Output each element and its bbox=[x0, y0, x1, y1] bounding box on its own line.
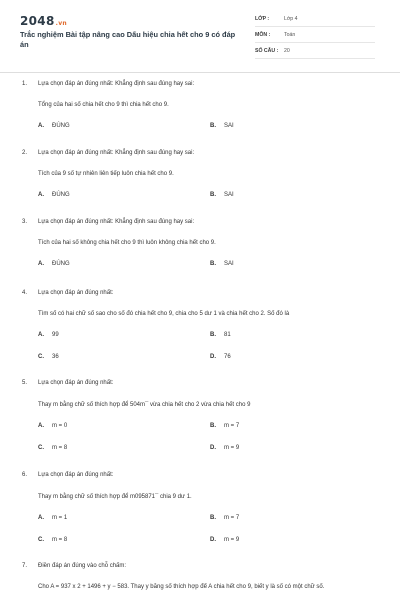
header-divider bbox=[0, 72, 400, 73]
question-prompt: Lựa chọn đáp án đúng nhất: bbox=[38, 472, 114, 478]
question-statement: Thay m bằng chữ số thích hợp để 504m¯ vừa chia hết cho 2 vừa chia hết cho 9 bbox=[38, 402, 251, 408]
document-title: Trắc nghiệm Bài tập nâng cao Dấu hiệu chia hết cho 9 có đáp án bbox=[20, 30, 236, 49]
meta-grade: LỚP : Lớp 4 bbox=[255, 14, 375, 27]
question-statement: Tìm số có hai chữ số sao cho số đó chia hết cho 9, chia cho 5 dư 1 và chia hết cho 2. Số đó là bbox=[38, 311, 290, 317]
question-prompt: Lựa chọn đáp án đúng nhất: Khẳng định sau đúng hay sai: bbox=[38, 81, 195, 87]
question-statement: Cho A = 937 x 2 + 1496 + y − 583. Thay y bằng số thích hợp để A chia hết cho 9, biết y là số có một chữ số. bbox=[38, 584, 325, 590]
meta-subject: MÔN : Toán bbox=[255, 30, 375, 43]
question-prompt: Lựa chọn đáp án đúng nhất: Khẳng định sau đúng hay sai: bbox=[38, 150, 195, 156]
question-statement: Tổng của hai số chia hết cho 9 thì chia hết cho 9. bbox=[38, 102, 169, 108]
question-prompt: Lựa chọn đáp án đúng nhất: Khẳng định sau đúng hay sai: bbox=[38, 219, 195, 225]
site-logo[interactable]: 2048.vn bbox=[20, 14, 67, 28]
document-header bbox=[0, 0, 400, 72]
question-statement: Tích của hai số không chia hết cho 9 thì luôn không chia hết cho 9. bbox=[38, 240, 216, 246]
question-statement: Tích của 9 số tự nhiên liên tiếp luôn chia hết cho 9. bbox=[38, 171, 174, 177]
question-prompt: Lựa chọn đáp án đúng nhất: bbox=[38, 380, 114, 386]
question-statement: Thay m bằng chữ số thích hợp để m095871¯ chia 9 dư 1. bbox=[38, 494, 192, 500]
meta-question-count: SỐ CÂU : 20 bbox=[255, 46, 375, 59]
question-prompt: Điền đáp án đúng vào chỗ chấm: bbox=[38, 563, 127, 569]
question-prompt: Lựa chọn đáp án đúng nhất: bbox=[38, 290, 114, 296]
